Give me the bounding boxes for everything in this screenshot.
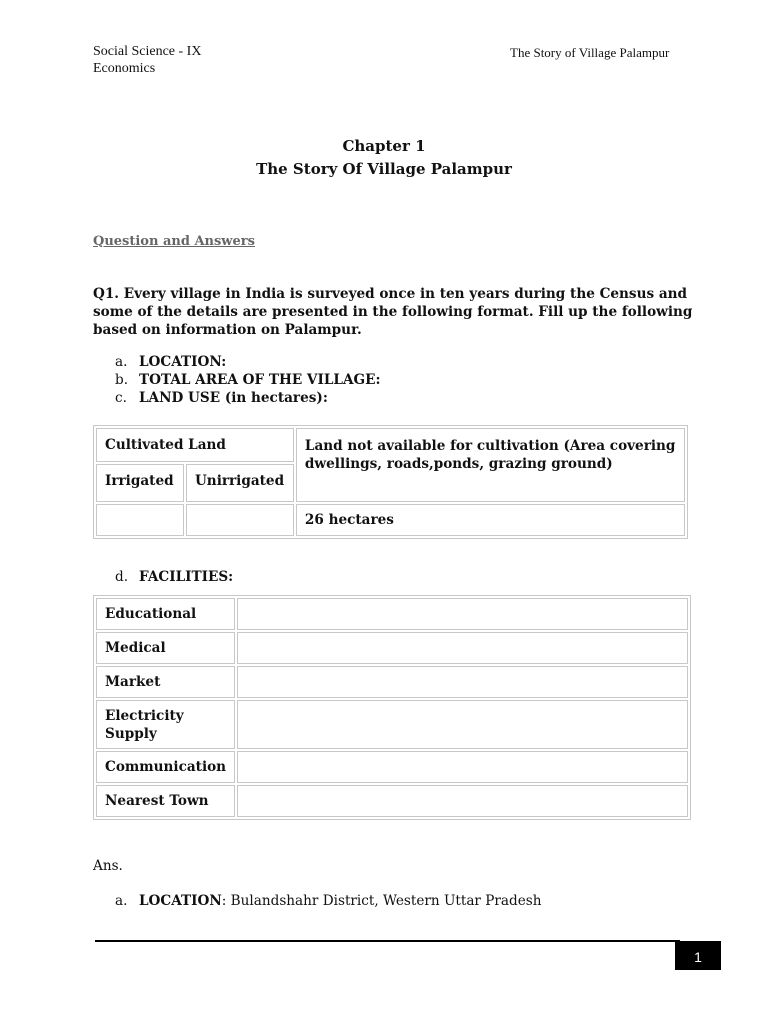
- cultivated-land-header: Cultivated Land: [96, 428, 294, 462]
- list-marker: b.: [115, 372, 129, 388]
- list-marker: d.: [115, 569, 129, 585]
- page-number: 1: [675, 941, 721, 970]
- list-marker: a.: [115, 354, 128, 370]
- question-item-location: [115, 354, 226, 370]
- header-stream: Economics: [93, 61, 156, 76]
- facilities-item: [115, 569, 233, 585]
- list-label: LOCATION:: [139, 354, 227, 370]
- list-marker: c.: [115, 390, 127, 406]
- irrigated-header: Irrigated: [96, 464, 184, 502]
- facility-label: Nearest Town: [96, 785, 235, 817]
- chapter-number: Chapter 1: [342, 137, 426, 155]
- footer-rule: [95, 940, 680, 942]
- unirrigated-value: [186, 504, 294, 536]
- facilities-table: [93, 595, 691, 820]
- facility-value: [237, 751, 688, 783]
- irrigated-value: [96, 504, 184, 536]
- facility-label: Educational: [96, 598, 235, 630]
- question-text: Q1. Every village in India is surveyed once in ten years during the Census and some of the details are presented in the following format. Fill up the following based on information on Palampur.: [93, 286, 693, 338]
- question-item-land-use: [115, 390, 328, 406]
- land-use-table: [93, 425, 688, 539]
- list-label: FACILITIES:: [139, 569, 234, 585]
- facility-label: Electricity Supply: [96, 700, 235, 749]
- not-available-value: 26 hectares: [296, 504, 685, 536]
- facility-value: [237, 666, 688, 698]
- facility-value: [237, 632, 688, 664]
- list-label: TOTAL AREA OF THE VILLAGE:: [139, 372, 381, 388]
- facility-value: [237, 700, 688, 749]
- header-subject: Social Science - IX: [93, 44, 202, 59]
- section-heading: Question and Answers: [93, 234, 255, 249]
- facility-value: [237, 598, 688, 630]
- answer-item-label: LOCATION: [139, 893, 222, 909]
- answer-item-text: : Bulandshahr District, Western Uttar Pradesh: [221, 893, 542, 909]
- facility-value: [237, 785, 688, 817]
- facility-label: Market: [96, 666, 235, 698]
- question-item-total-area: [115, 372, 381, 388]
- header-running-title: The Story of Village Palampur: [510, 45, 670, 60]
- list-label: LAND USE (in hectares):: [139, 390, 328, 406]
- not-available-header: Land not available for cultivation (Area covering dwellings, roads,ponds, grazing ground): [296, 428, 685, 502]
- facility-label: Communication: [96, 751, 235, 783]
- list-marker: a.: [115, 893, 128, 909]
- unirrigated-header: Unirrigated: [186, 464, 294, 502]
- answer-label: Ans.: [93, 858, 123, 874]
- answer-item-location: [115, 893, 541, 909]
- chapter-title: The Story Of Village Palampur: [256, 160, 512, 178]
- facility-label: Medical: [96, 632, 235, 664]
